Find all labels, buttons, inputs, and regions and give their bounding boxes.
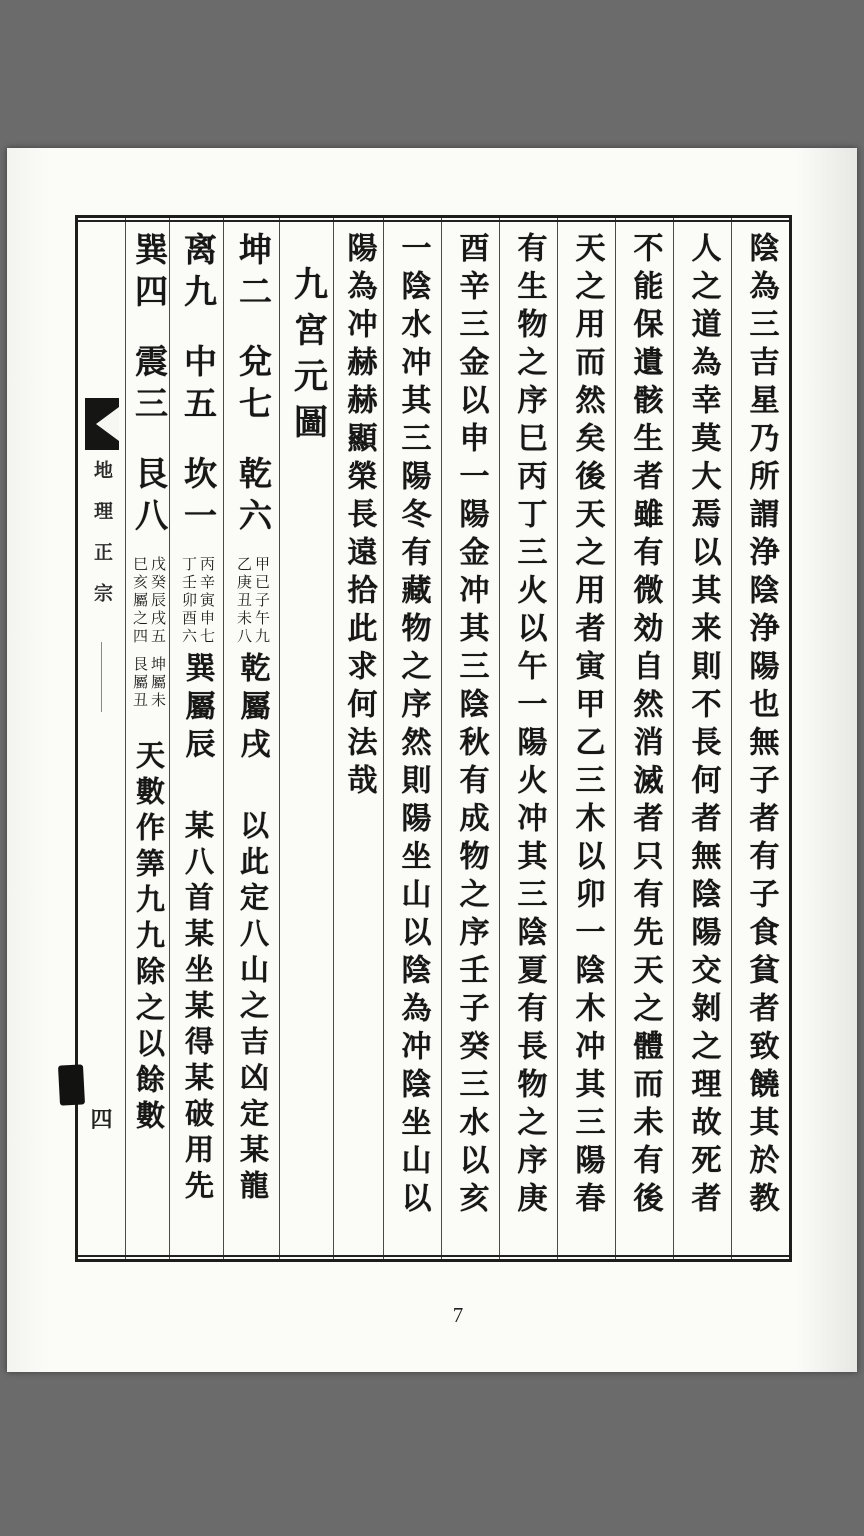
note-subcolumn: 艮屬丑 (131, 656, 147, 710)
note-subcolumn: 丙辛寅申七 (198, 556, 214, 646)
text-frame (75, 215, 792, 1262)
text-column (441, 218, 499, 1259)
page-number: 7 (452, 1303, 464, 1327)
column-text: 不能保遺骸生者雖有微効自然消滅者只有先天之體而未有後 (628, 232, 662, 1220)
interlinear-note (235, 556, 268, 646)
column-text: 人之道為幸莫大焉以其来則不長何者無陰陽交剝之理故死者 (686, 232, 720, 1220)
column-text: 离九 (179, 232, 215, 316)
text-column (731, 218, 789, 1259)
note-subcolumn: 甲已子午九 (253, 556, 269, 646)
column-text: 中五 (179, 344, 215, 428)
note-subcolumn: 乙庚丑未八 (235, 556, 251, 646)
column-text: 震三 (130, 344, 166, 428)
column-text: 一陰水冲其三陽冬有藏物之序然則陽坐山以陰為冲陰坐山以 (396, 232, 430, 1220)
text-column (279, 218, 333, 1259)
text-column (557, 218, 615, 1259)
note-subcolumn: 巳亥屬之四 (131, 556, 147, 646)
column-text: 天數作筭九九除之以餘數 (132, 740, 164, 1136)
column-text: 乾六 (234, 456, 270, 540)
column-text: 酉辛三金以申一陽金冲其三陰秋有成物之序壬子癸三水以亥 (454, 232, 488, 1220)
text-column (333, 218, 383, 1259)
column-text: 九宮元圖 (288, 266, 326, 450)
text-column (673, 218, 731, 1259)
spine-column (78, 218, 125, 1259)
spine-book-title: 地理正宗 (91, 460, 112, 624)
note-subcolumn: 坤屬未 (149, 656, 165, 710)
column-text: 艮八 (130, 456, 166, 540)
interlinear-note (180, 556, 213, 646)
column-text: 有生物之序巳丙丁三火以午一陽火冲其三陰夏有長物之序庚 (512, 232, 546, 1220)
column-text: 坎一 (179, 456, 215, 540)
text-column (125, 218, 169, 1259)
column-text: 陰為三吉星乃所謂浄陰浄陽也無子者有子食貧者致饒其於教 (744, 232, 778, 1220)
spine-fold-line (101, 642, 102, 712)
column-text: 巽四 (130, 232, 166, 316)
scanned-page (7, 148, 857, 1372)
column-text: 天之用而然矣後天之用者寅甲乙三木以卯一陰木冲其三陽春 (570, 232, 604, 1220)
interlinear-note (131, 556, 164, 646)
text-column (499, 218, 557, 1259)
column-text: 兌七 (234, 344, 270, 428)
ink-smudge (58, 1064, 85, 1105)
column-text: 巽屬辰 (180, 652, 214, 766)
column-text: 乾屬戌 (235, 652, 269, 766)
interlinear-note (131, 656, 164, 710)
column-text: 以此定八山之吉凶定某龍 (236, 810, 268, 1206)
text-column (383, 218, 441, 1259)
text-column (223, 218, 279, 1259)
column-text: 某八首某坐某得某破用先 (181, 810, 213, 1206)
text-column (169, 218, 223, 1259)
fishtail-ornament-icon (85, 398, 119, 450)
spine-folio-number: 四 (90, 1107, 113, 1132)
column-text: 坤二 (234, 232, 270, 316)
text-column (615, 218, 673, 1259)
note-subcolumn: 戊癸辰戌五 (149, 556, 165, 646)
column-text: 陽為冲赫赫顯榮長遠拾此求何法哉 (342, 232, 376, 802)
note-subcolumn: 丁壬卯酉六 (180, 556, 196, 646)
